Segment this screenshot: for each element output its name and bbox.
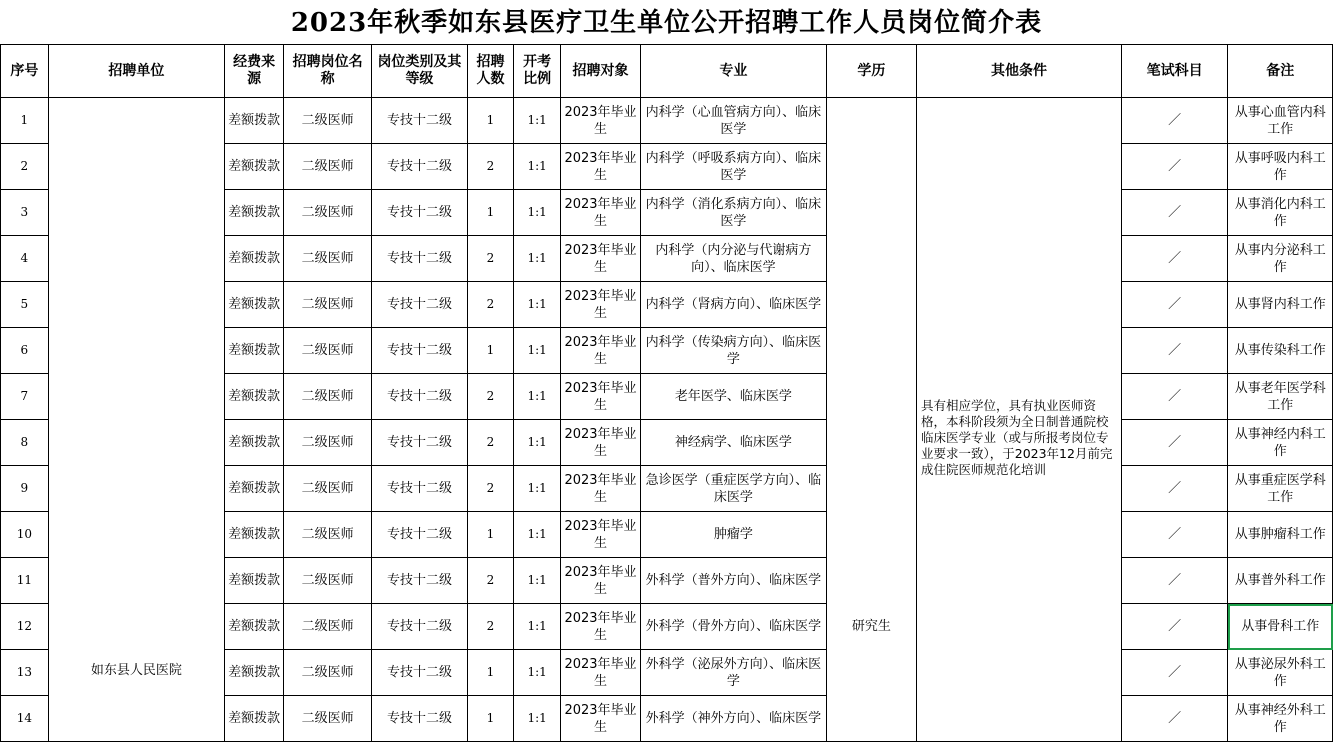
cell-post: 二级医师: [284, 604, 372, 650]
cell-type: 专技十二级: [372, 98, 467, 144]
cell-major: 外科学（普外方向）、临床医学: [641, 558, 827, 604]
cell-seq: 1: [1, 98, 49, 144]
cell-remark: 从事心血管内科工作: [1228, 98, 1333, 144]
cell-seq: 2: [1, 144, 49, 190]
cell-remark: 从事神经外科工作: [1228, 696, 1333, 742]
header-seq: 序号: [1, 45, 49, 98]
cell-type: 专技十二级: [372, 328, 467, 374]
cell-post: 二级医师: [284, 696, 372, 742]
cell-seq: 6: [1, 328, 49, 374]
cell-unit: 如东县人民医院: [48, 98, 225, 742]
cell-seq: 8: [1, 420, 49, 466]
cell-funding: 差额拨款: [225, 466, 284, 512]
cell-ratio: 1:1: [514, 420, 561, 466]
cell-type: 专技十二级: [372, 558, 467, 604]
cell-major: 内科学（传染病方向）、临床医学: [641, 328, 827, 374]
cell-funding: 差额拨款: [225, 558, 284, 604]
cell-type: 专技十二级: [372, 144, 467, 190]
cell-ratio: 1:1: [514, 512, 561, 558]
cell-exam: ／: [1121, 190, 1228, 236]
cell-exam: ／: [1121, 98, 1228, 144]
cell-exam: ／: [1121, 650, 1228, 696]
cell-major: 外科学（泌尿外方向）、临床医学: [641, 650, 827, 696]
cell-remark: 从事神经内科工作: [1228, 420, 1333, 466]
header-count: 招聘人数: [467, 45, 514, 98]
cell-ratio: 1:1: [514, 650, 561, 696]
cell-remark: 从事重症医学科工作: [1228, 466, 1333, 512]
cell-exam: ／: [1121, 144, 1228, 190]
cell-post: 二级医师: [284, 190, 372, 236]
cell-count: 2: [467, 374, 514, 420]
cell-major: 肿瘤学: [641, 512, 827, 558]
cell-seq: 5: [1, 282, 49, 328]
page-title: 2023年秋季如东县医疗卫生单位公开招聘工作人员岗位简介表: [290, 8, 1043, 38]
header-funding: 经费来源: [225, 45, 284, 98]
cell-post: 二级医师: [284, 98, 372, 144]
cell-seq: 3: [1, 190, 49, 236]
cell-post: 二级医师: [284, 374, 372, 420]
cell-exam: ／: [1121, 236, 1228, 282]
cell-target: 2023年毕业生: [560, 236, 640, 282]
cell-post: 二级医师: [284, 282, 372, 328]
cell-major: 内科学（呼吸系病方向）、临床医学: [641, 144, 827, 190]
cell-ratio: 1:1: [514, 696, 561, 742]
cell-post: 二级医师: [284, 236, 372, 282]
cell-seq: 12: [1, 604, 49, 650]
cell-type: 专技十二级: [372, 512, 467, 558]
cell-exam: ／: [1121, 604, 1228, 650]
cell-seq: 13: [1, 650, 49, 696]
cell-funding: 差额拨款: [225, 282, 284, 328]
cell-type: 专技十二级: [372, 420, 467, 466]
cell-post: 二级医师: [284, 466, 372, 512]
cell-count: 1: [467, 328, 514, 374]
cell-type: 专技十二级: [372, 604, 467, 650]
cell-count: 2: [467, 144, 514, 190]
cell-post: 二级医师: [284, 328, 372, 374]
cell-seq: 11: [1, 558, 49, 604]
cell-major: 内科学（消化系病方向）、临床医学: [641, 190, 827, 236]
cell-funding: 差额拨款: [225, 236, 284, 282]
header-major: 专业: [641, 45, 827, 98]
cell-exam: ／: [1121, 696, 1228, 742]
cell-count: 1: [467, 696, 514, 742]
cell-funding: 差额拨款: [225, 98, 284, 144]
cell-major: 外科学（骨外方向）、临床医学: [641, 604, 827, 650]
cell-seq: 10: [1, 512, 49, 558]
cell-exam: ／: [1121, 558, 1228, 604]
cell-remark: 从事肾内科工作: [1228, 282, 1333, 328]
cell-target: 2023年毕业生: [560, 604, 640, 650]
cell-post: 二级医师: [284, 420, 372, 466]
cell-target: 2023年毕业生: [560, 650, 640, 696]
cell-remark: 从事老年医学科工作: [1228, 374, 1333, 420]
cell-seq: 4: [1, 236, 49, 282]
cell-target: 2023年毕业生: [560, 696, 640, 742]
cell-target: 2023年毕业生: [560, 190, 640, 236]
cell-remark: 从事骨科工作: [1228, 604, 1333, 650]
cell-target: 2023年毕业生: [560, 466, 640, 512]
cell-target: 2023年毕业生: [560, 144, 640, 190]
cell-ratio: 1:1: [514, 374, 561, 420]
cell-exam: ／: [1121, 466, 1228, 512]
cell-count: 2: [467, 420, 514, 466]
cell-post: 二级医师: [284, 144, 372, 190]
cell-major: 内科学（肾病方向）、临床医学: [641, 282, 827, 328]
cell-remark: 从事呼吸内科工作: [1228, 144, 1333, 190]
header-target: 招聘对象: [560, 45, 640, 98]
header-ratio: 开考比例: [514, 45, 561, 98]
header-exam: 笔试科目: [1121, 45, 1228, 98]
cell-type: 专技十二级: [372, 282, 467, 328]
cell-count: 2: [467, 466, 514, 512]
header-unit: 招聘单位: [48, 45, 225, 98]
cell-target: 2023年毕业生: [560, 558, 640, 604]
cell-post: 二级医师: [284, 512, 372, 558]
cell-major: 内科学（心血管病方向）、临床医学: [641, 98, 827, 144]
header-education: 学历: [826, 45, 916, 98]
cell-remark: 从事泌尿外科工作: [1228, 650, 1333, 696]
cell-count: 2: [467, 236, 514, 282]
cell-remark: 从事普外科工作: [1228, 558, 1333, 604]
cell-funding: 差额拨款: [225, 374, 284, 420]
cell-type: 专技十二级: [372, 696, 467, 742]
cell-post: 二级医师: [284, 558, 372, 604]
cell-funding: 差额拨款: [225, 190, 284, 236]
cell-exam: ／: [1121, 282, 1228, 328]
header-post-type: 岗位类别及其等级: [372, 45, 467, 98]
cell-type: 专技十二级: [372, 190, 467, 236]
cell-funding: 差额拨款: [225, 144, 284, 190]
cell-seq: 14: [1, 696, 49, 742]
cell-exam: ／: [1121, 512, 1228, 558]
cell-other-conditions: 具有相应学位，具有执业医师资格，本科阶段须为全日制普通院校临床医学专业（或与所报考岗位专业要求一致），于2023年12月前完成住院医师规范化培训: [917, 98, 1122, 742]
cell-ratio: 1:1: [514, 190, 561, 236]
cell-remark: 从事传染科工作: [1228, 328, 1333, 374]
cell-remark: 从事肿瘤科工作: [1228, 512, 1333, 558]
cell-count: 2: [467, 604, 514, 650]
cell-ratio: 1:1: [514, 98, 561, 144]
cell-major: 急诊医学（重症医学方向）、临床医学: [641, 466, 827, 512]
cell-funding: 差额拨款: [225, 328, 284, 374]
cell-target: 2023年毕业生: [560, 512, 640, 558]
cell-type: 专技十二级: [372, 236, 467, 282]
cell-count: 2: [467, 282, 514, 328]
cell-exam: ／: [1121, 374, 1228, 420]
cell-exam: ／: [1121, 328, 1228, 374]
cell-funding: 差额拨款: [225, 650, 284, 696]
cell-type: 专技十二级: [372, 374, 467, 420]
cell-ratio: 1:1: [514, 328, 561, 374]
cell-ratio: 1:1: [514, 144, 561, 190]
cell-post: 二级医师: [284, 650, 372, 696]
cell-type: 专技十二级: [372, 650, 467, 696]
cell-target: 2023年毕业生: [560, 328, 640, 374]
cell-ratio: 1:1: [514, 558, 561, 604]
cell-count: 1: [467, 512, 514, 558]
cell-funding: 差额拨款: [225, 696, 284, 742]
header-row: [1, 45, 1333, 98]
cell-ratio: 1:1: [514, 236, 561, 282]
cell-funding: 差额拨款: [225, 604, 284, 650]
header-remark: 备注: [1228, 45, 1333, 98]
table-row: [1, 98, 1333, 144]
cell-target: 2023年毕业生: [560, 282, 640, 328]
cell-education: 研究生: [826, 98, 916, 742]
cell-remark: 从事消化内科工作: [1228, 190, 1333, 236]
cell-ratio: 1:1: [514, 282, 561, 328]
cell-count: 2: [467, 558, 514, 604]
header-other: 其他条件: [917, 45, 1122, 98]
cell-major: 外科学（神外方向）、临床医学: [641, 696, 827, 742]
cell-ratio: 1:1: [514, 466, 561, 512]
cell-remark: 从事内分泌科工作: [1228, 236, 1333, 282]
positions-table: [0, 44, 1333, 742]
cell-target: 2023年毕业生: [560, 374, 640, 420]
cell-seq: 9: [1, 466, 49, 512]
cell-funding: 差额拨款: [225, 420, 284, 466]
cell-count: 1: [467, 98, 514, 144]
cell-count: 1: [467, 650, 514, 696]
cell-seq: 7: [1, 374, 49, 420]
header-post-name: 招聘岗位名 称: [284, 45, 372, 98]
cell-type: 专技十二级: [372, 466, 467, 512]
cell-count: 1: [467, 190, 514, 236]
cell-ratio: 1:1: [514, 604, 561, 650]
cell-major: 老年医学、临床医学: [641, 374, 827, 420]
cell-major: 内科学（内分泌与代谢病方向）、临床医学: [641, 236, 827, 282]
cell-target: 2023年毕业生: [560, 98, 640, 144]
cell-exam: ／: [1121, 420, 1228, 466]
cell-target: 2023年毕业生: [560, 420, 640, 466]
cell-major: 神经病学、临床医学: [641, 420, 827, 466]
cell-funding: 差额拨款: [225, 512, 284, 558]
